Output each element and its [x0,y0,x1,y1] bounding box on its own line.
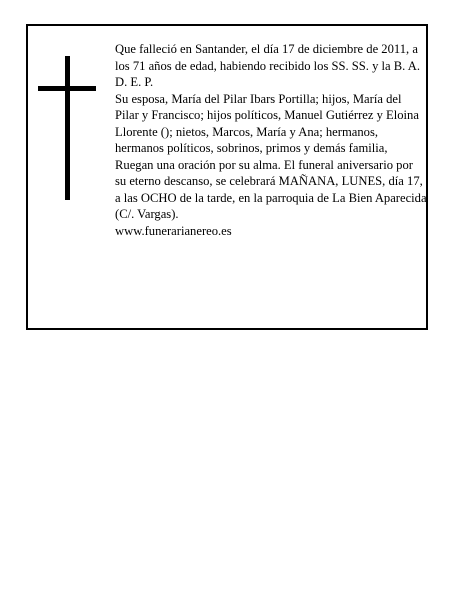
family-list: Su esposa, María del Pilar Ibars Portilla; hijos, María del Pilar y Francisco; hijos políticos, Manuel Gutiérrez y Eloina Llorente (); nietos, Marcos, María y Ana; hermanos, hermanos políticos, sobrinos, primos y demás familia, [115,91,419,155]
obituary-notice [26,24,428,330]
rest-in-peace: D. E. P. [115,75,154,89]
cross-horizontal-bar [38,86,96,91]
obituary-text [115,41,427,239]
funeral-home-website: www.funerarianereo.es [115,223,232,238]
cross-icon [38,56,96,200]
funeral-details: Ruegan una oración por su alma. El funeral aniversario por su eterno descanso, se celebrará MAÑANA, LUNES, día 17, a las OCHO de la tarde, en la parroquia de La Bien Aparecida (C/. Vargas). [115,157,427,221]
death-announcement: Que falleció en Santander, el día 17 de diciembre de 2011, a los 71 años de edad, habiendo recibido los SS. SS. y la B. A. [115,42,421,73]
cross-vertical-bar [65,56,70,200]
